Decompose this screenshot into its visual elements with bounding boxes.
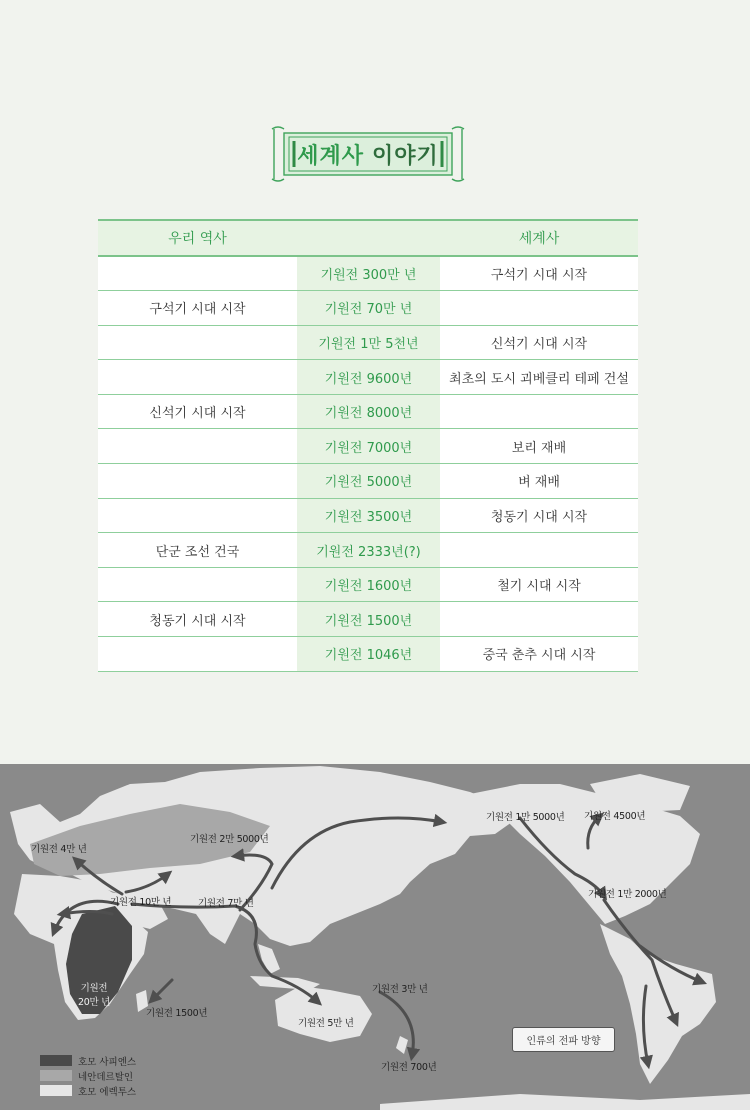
legend-swatch-neanderthal xyxy=(40,1070,72,1081)
title-banner xyxy=(270,125,466,183)
legend-item xyxy=(40,1053,136,1068)
label-europe: 기원전 4만 년 xyxy=(31,844,87,855)
label-madagascar: 기원전 1500년 xyxy=(146,1008,208,1019)
world-cell xyxy=(440,291,638,326)
world-cell: 구석기 시대 시작 xyxy=(440,256,638,291)
label-middle-east: 기원전 10만 년 xyxy=(110,897,172,908)
world-cell: 중국 춘추 시대 시작 xyxy=(440,637,638,672)
header-world-history: 세계사 xyxy=(440,220,638,256)
korea-cell: 청동기 시대 시작 xyxy=(98,602,297,637)
legend-item xyxy=(40,1068,136,1083)
legend-label: 호모 에렉투스 xyxy=(78,1086,137,1098)
korea-cell xyxy=(98,360,297,395)
table-row xyxy=(98,602,638,637)
label-north-america: 기원전 1만 2000년 xyxy=(588,889,667,900)
table-row xyxy=(98,360,638,395)
title-part1: 세계사 xyxy=(297,143,364,169)
year-cell: 기원전 9600년 xyxy=(297,360,440,395)
title-part2: 이야기 xyxy=(372,143,439,169)
korea-cell xyxy=(98,325,297,360)
year-cell: 기원전 1046년 xyxy=(297,637,440,672)
world-cell: 보리 재배 xyxy=(440,429,638,464)
year-cell: 기원전 3500년 xyxy=(297,498,440,533)
world-cell xyxy=(440,602,638,637)
korea-cell: 단군 조선 건국 xyxy=(98,533,297,568)
legend-label: 네안데르탈인 xyxy=(78,1071,134,1083)
korea-cell xyxy=(98,464,297,499)
korea-cell xyxy=(98,567,297,602)
year-cell: 기원전 5000년 xyxy=(297,464,440,499)
label-beringia: 기원전 1만 5000년 xyxy=(486,812,565,823)
table-row xyxy=(98,464,638,499)
history-timeline-table xyxy=(98,219,638,672)
label-new-zealand: 기원전 700년 xyxy=(381,1062,437,1073)
korea-cell xyxy=(98,256,297,291)
table-row xyxy=(98,429,638,464)
label-pacific: 기원전 3만 년 xyxy=(372,984,428,995)
world-cell: 신석기 시대 시작 xyxy=(440,325,638,360)
legend-swatch-homo-erectus xyxy=(40,1085,72,1096)
label-australia: 기원전 5만 년 xyxy=(298,1018,354,1029)
year-cell: 기원전 300만 년 xyxy=(297,256,440,291)
table-row xyxy=(98,533,638,568)
label-africa-origin: 기원전 20만 년 xyxy=(78,983,110,1008)
year-cell: 기원전 8000년 xyxy=(297,394,440,429)
legend-item xyxy=(40,1083,136,1098)
year-cell: 기원전 1500년 xyxy=(297,602,440,637)
header-korean-history: 우리 역사 xyxy=(98,220,297,256)
korea-cell: 신석기 시대 시작 xyxy=(98,394,297,429)
world-cell: 철기 시대 시작 xyxy=(440,567,638,602)
world-cell xyxy=(440,533,638,568)
world-cell: 벼 재배 xyxy=(440,464,638,499)
map-caption: 인류의 전파 방향 xyxy=(512,1027,615,1052)
map-legend xyxy=(40,1053,136,1098)
korea-cell: 구석기 시대 시작 xyxy=(98,291,297,326)
world-cell: 최초의 도시 괴베클리 테페 건설 xyxy=(440,360,638,395)
table-row xyxy=(98,567,638,602)
table-row xyxy=(98,498,638,533)
table-row xyxy=(98,291,638,326)
legend-swatch-homo-sapiens xyxy=(40,1055,72,1066)
table-row xyxy=(98,394,638,429)
table-header-row xyxy=(98,220,638,256)
header-year xyxy=(297,220,440,256)
label-central-asia: 기원전 2만 5000년 xyxy=(190,834,269,845)
label-greenland: 기원전 4500년 xyxy=(584,811,646,822)
label-south-asia: 기원전 7만 년 xyxy=(198,898,254,909)
legend-label: 호모 사피엔스 xyxy=(78,1056,137,1068)
year-cell: 기원전 70만 년 xyxy=(297,291,440,326)
world-cell xyxy=(440,394,638,429)
year-cell: 기원전 1만 5천년 xyxy=(297,325,440,360)
korea-cell xyxy=(98,637,297,672)
year-cell: 기원전 7000년 xyxy=(297,429,440,464)
table-row xyxy=(98,325,638,360)
table-row xyxy=(98,637,638,672)
korea-cell xyxy=(98,429,297,464)
year-cell: 기원전 1600년 xyxy=(297,567,440,602)
world-cell: 청동기 시대 시작 xyxy=(440,498,638,533)
table-row xyxy=(98,256,638,291)
page-title xyxy=(270,125,466,183)
year-cell: 기원전 2333년(?) xyxy=(297,533,440,568)
korea-cell xyxy=(98,498,297,533)
